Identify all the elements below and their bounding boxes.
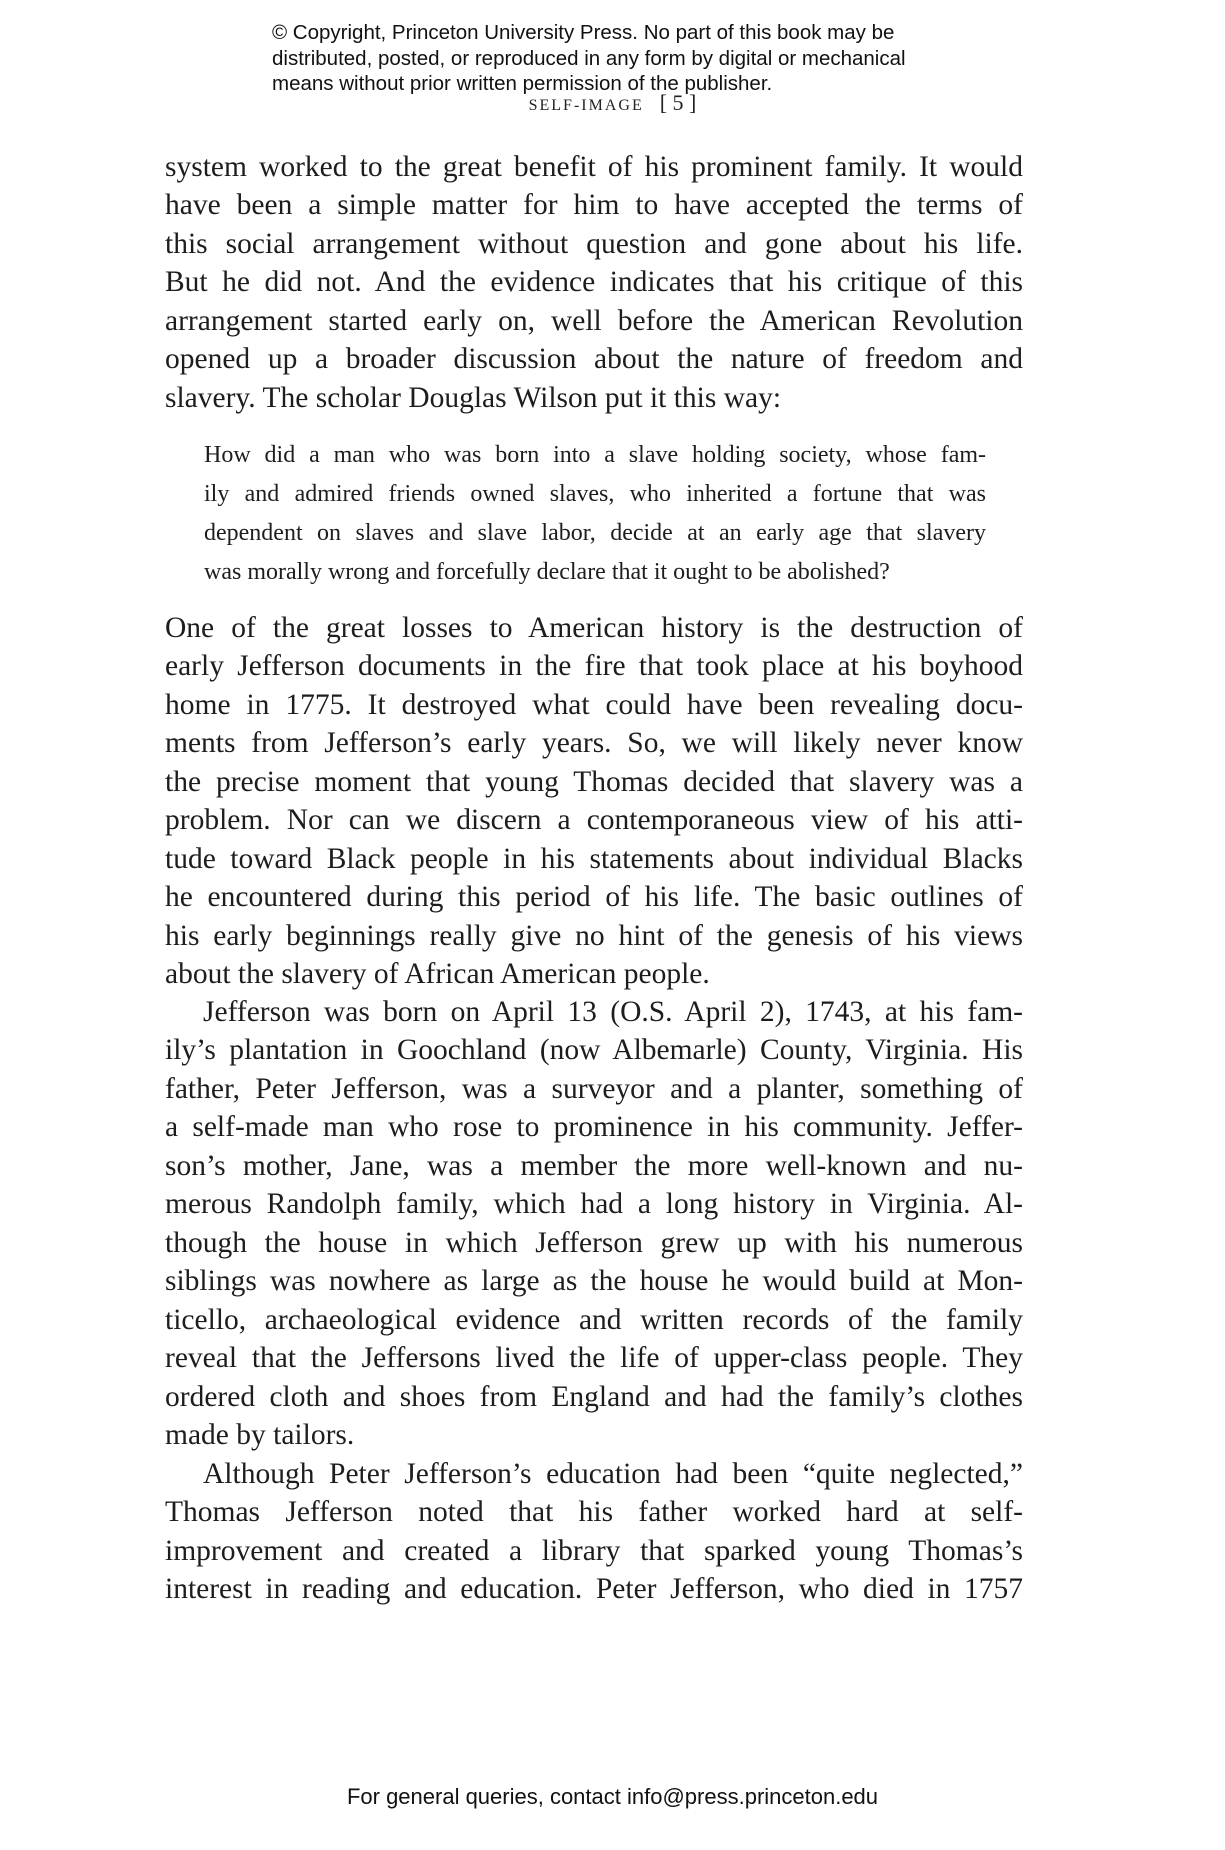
text-line: about the slavery of African American people.: [165, 958, 710, 991]
paragraph-2: [165, 609, 1023, 994]
page-number: [ 5 ]: [659, 90, 697, 115]
text-line: made by tailors.: [165, 1418, 355, 1451]
text-line: father, Peter Jefferson, was a surveyor and a planter, something of: [165, 1072, 1023, 1105]
text-line: arrangement started early on, well before the American Revolution: [165, 304, 1023, 337]
copyright-line: means without prior written permission of the publisher.: [272, 72, 773, 95]
text-line: have been a simple matter for him to have accepted the terms of: [165, 189, 1023, 222]
text-line: ily’s plantation in Goochland (now Albemarle) County, Virginia. His: [165, 1034, 1023, 1067]
text-line: though the house in which Jefferson grew up with his numerous: [165, 1226, 1023, 1259]
paragraph-3: [165, 993, 1023, 1454]
text-line: home in 1775. It destroyed what could have been revealing docu-: [165, 688, 1023, 721]
text-line: ticello, archaeological evidence and written records of the family: [165, 1303, 1023, 1336]
running-head: [0, 90, 1225, 116]
text-line: this social arrangement without question and gone about his life.: [165, 227, 1023, 260]
text-line: son’s mother, Jane, was a member the more well-known and nu-: [165, 1149, 1023, 1182]
copyright-line: distributed, posted, or reproduced in any form by digital or mechanical: [272, 46, 906, 70]
paragraph-4: [165, 1455, 1023, 1609]
text-line: ments from Jefferson’s early years. So, we will likely never know: [165, 727, 1023, 760]
text-line: improvement and created a library that sparked young Thomas’s: [165, 1534, 1023, 1567]
text-line: Jefferson was born on April 13 (O.S. April 2), 1743, at his fam-: [203, 996, 1023, 1028]
text-line: But he did not. And the evidence indicates that his critique of this: [165, 266, 1023, 299]
text-line: reveal that the Jeffersons lived the life of upper-class people. They: [165, 1342, 1023, 1375]
block-quote: [204, 436, 986, 592]
text-line: One of the great losses to American history is the destruction of: [165, 612, 1023, 644]
text-line: slavery. The scholar Douglas Wilson put it this way:: [165, 381, 782, 414]
text-line: dependent on slaves and slave labor, decide at an early age that slavery: [204, 520, 986, 546]
text-line: ily and admired friends owned slaves, who inherited a fortune that was: [204, 481, 986, 507]
text-line: Thomas Jefferson noted that his father worked hard at self-: [165, 1496, 1023, 1529]
text-line: interest in reading and education. Peter Jefferson, who died in 1757: [165, 1573, 1023, 1606]
text-line: his early beginnings really give no hint of the genesis of his views: [165, 919, 1023, 952]
copyright-line: © Copyright, Princeton University Press. No part of this book may be: [272, 21, 895, 44]
copyright-notice: [272, 20, 906, 97]
paragraph-1: [165, 148, 1023, 417]
text-line: he encountered during this period of his life. The basic outlines of: [165, 881, 1023, 914]
text-line: was morally wrong and forcefully declare that it ought to be abolished?: [204, 559, 890, 585]
text-line: merous Randolph family, which had a long history in Virginia. Al-: [165, 1188, 1023, 1221]
text-line: opened up a broader discussion about the nature of freedom and: [165, 343, 1023, 376]
text-line: problem. Nor can we discern a contemporaneous view of his atti-: [165, 804, 1023, 837]
text-line: Although Peter Jefferson’s education had been “quite neglected,”: [203, 1458, 1023, 1490]
text-line: early Jefferson documents in the fire that took place at his boyhood: [165, 650, 1023, 683]
footer-contact: For general queries, contact info@press.princeton.edu: [346, 1784, 879, 1809]
text-line: siblings was nowhere as large as the house he would build at Mon-: [165, 1265, 1023, 1298]
running-head-title: SELF-IMAGE: [528, 97, 644, 114]
text-line: How did a man who was born into a slave holding society, whose fam-: [204, 442, 986, 468]
text-line: a self-made man who rose to prominence in his community. Jeffer-: [165, 1111, 1023, 1144]
text-line: ordered cloth and shoes from England and had the family’s clothes: [165, 1380, 1023, 1413]
text-line: tude toward Black people in his statements about individual Blacks: [165, 842, 1023, 875]
text-line: system worked to the great benefit of his prominent family. It would: [165, 151, 1023, 183]
text-line: the precise moment that young Thomas decided that slavery was a: [165, 765, 1023, 798]
